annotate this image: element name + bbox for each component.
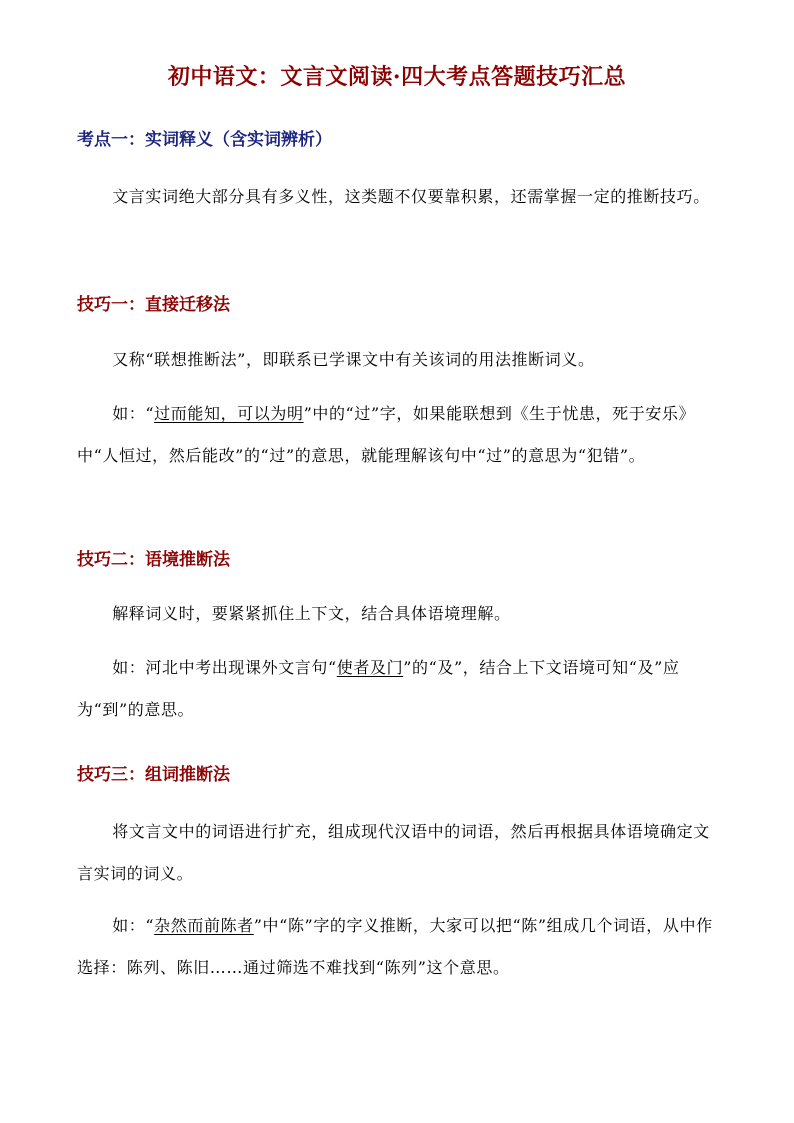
skill1-example-prefix: 如：“ [112, 404, 155, 423]
skill2-example-quote: 使者及门 [336, 658, 404, 677]
point1-heading: 考点一：实词释义（含实词辨析） [77, 130, 332, 150]
skill1-desc: 又称“联想推断法”，即联系已学课文中有关该词的用法推断词义。 [112, 350, 595, 369]
page-title: 初中语文：文言文阅读·四大考点答题技巧汇总 [167, 64, 627, 90]
skill1-example [77, 393, 719, 477]
skill3-example [77, 905, 719, 989]
skill3-heading: 技巧三：组词推断法 [77, 765, 230, 785]
skill1-heading: 技巧一：直接迁移法 [77, 295, 230, 315]
skill3-desc: 将文言文中的词语进行扩充，组成现代汉语中的词语，然后再根据具体语境确定文言实词的词义。 [77, 822, 710, 883]
skill3-example-suffix: ”中“陈”字的字义推断，大家可以把“陈”组成几个词语，从中作选择：陈列、陈旧……通过筛选不难找到“陈列”这个意思。 [77, 916, 713, 977]
skill1-example-quote: 过而能知，可以为明 [154, 404, 304, 423]
skill3-example-quote: 杂然而前陈者 [154, 916, 254, 935]
skill2-desc: 解释词义时，要紧紧抓住上下文，结合具体语境理解。 [112, 604, 511, 623]
skill2-example [77, 647, 719, 731]
skill2-heading: 技巧二：语境推断法 [77, 550, 230, 570]
skill2-example-prefix: 如：河北中考出现课外文言句“ [112, 658, 337, 677]
skill3-example-prefix: 如：“ [112, 916, 155, 935]
point1-intro: 文言实词绝大部分具有多义性，这类题不仅要靠积累，还需掌握一定的推断技巧。 [112, 187, 710, 206]
skill2-example-suffix: ”的“及”，结合上下文语境可知“及”应为“到”的意思。 [77, 658, 680, 719]
skill1-example-suffix: ”中的“过”字，如果能联想到《生于忧患，死于安乐》中“人恒过，然后能改”的“过”的意思，就能理解该句中“过”的意思为“犯错”。 [77, 404, 696, 465]
